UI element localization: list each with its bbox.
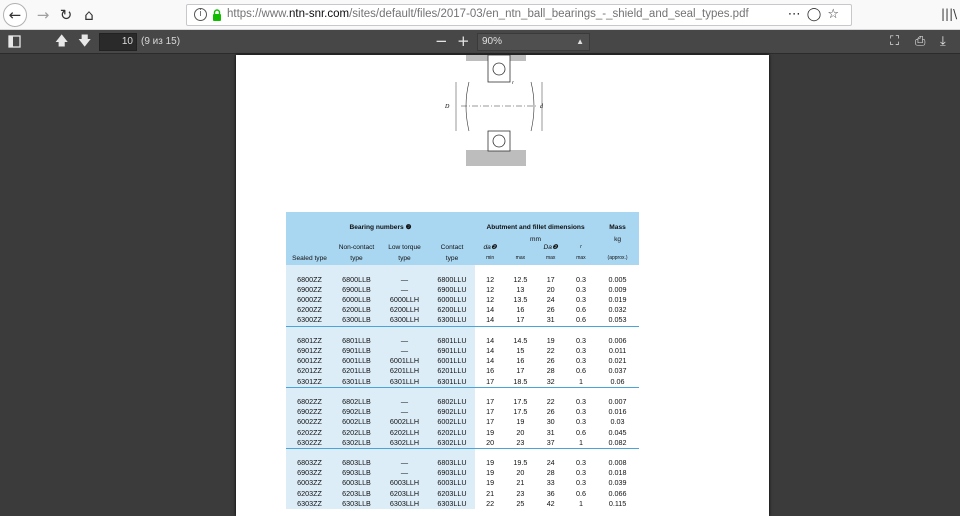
non-contact-type-cell: 6903LLB — [333, 468, 380, 478]
mass-cell: 0.03 — [610, 417, 625, 427]
Da-max-cell: 17 — [546, 275, 555, 285]
table-row — [286, 458, 639, 468]
da-max-cell: 20 — [516, 468, 525, 478]
table-row — [286, 499, 639, 509]
non-contact-type-cell: 6000LLB — [333, 295, 380, 305]
contact-type-label: type — [429, 251, 475, 265]
table-row — [286, 377, 639, 388]
non-contact-type-label: type — [333, 251, 380, 265]
contact-type-cell: 6802LLU — [429, 397, 475, 407]
footnote-icon: ❷ — [490, 244, 497, 251]
contact-type-cell: 6001LLU — [429, 356, 475, 366]
low-torque-type-cell: 6200LLH — [380, 305, 429, 315]
da-max-cell: 13.5 — [513, 295, 528, 305]
Da-max-cell: 31 — [546, 427, 555, 437]
table-row — [286, 478, 639, 488]
da-max-cell: 15 — [516, 346, 525, 356]
da-max-cell: 17 — [516, 315, 525, 325]
mass-cell: 0.021 — [608, 356, 627, 366]
da-max-cell: 19 — [516, 417, 525, 427]
sealed-type-cell: 6900ZZ — [286, 285, 333, 295]
non-contact-type-cell: 6003LLB — [333, 478, 380, 488]
contact-type-cell: 6200LLU — [429, 305, 475, 315]
table-row — [286, 346, 639, 356]
ras-max-cell: 1 — [578, 437, 583, 447]
Da-max-cell: 26 — [546, 356, 555, 366]
da-min-cell: 19 — [486, 478, 495, 488]
da-max-cell: 20 — [516, 427, 525, 437]
ras-max-cell: 1 — [578, 376, 583, 386]
table-row — [286, 397, 639, 407]
browser-navbar — [0, 0, 960, 30]
da-min-cell: 21 — [486, 488, 495, 498]
ras-header: r — [566, 243, 596, 251]
next-page-icon[interactable]: 🡇 — [78, 34, 92, 49]
non-contact-type-cell: 6803LLB — [333, 458, 380, 468]
forward-arrow-icon[interactable]: → — [36, 6, 50, 24]
Da-max-cell: 19 — [546, 336, 555, 346]
sealed-type-cell: 6801ZZ — [286, 336, 333, 346]
abutment-header: Abutment and fillet dimensions — [475, 212, 596, 231]
ras-max-cell: 0.3 — [575, 478, 586, 488]
group-separator — [286, 265, 639, 275]
url-bar[interactable] — [186, 4, 852, 26]
table-row — [286, 407, 639, 417]
low-torque-type-cell: — — [380, 397, 429, 407]
contact-type-cell: 6300LLU — [429, 315, 475, 326]
approx-label: (approx.) — [596, 251, 639, 265]
da-min-label: min — [475, 251, 505, 265]
more-actions-icon[interactable]: ⋯ — [787, 7, 807, 22]
pdf-page — [236, 55, 769, 516]
da-min-cell: 12 — [486, 295, 495, 305]
non-contact-type-cell: 6801LLB — [333, 336, 380, 346]
ra-label: r — [512, 81, 514, 86]
Da-max-cell: 28 — [546, 468, 555, 478]
Da-max-cell: 32 — [546, 376, 555, 386]
zoom-out-icon[interactable]: − — [435, 32, 448, 50]
table-row — [286, 356, 639, 366]
ras-max-cell: 0.3 — [575, 468, 586, 478]
da-min-cell: 20 — [486, 437, 495, 447]
contact-type-cell: 6201LLU — [429, 366, 475, 376]
Da-max-cell: 33 — [546, 478, 555, 488]
page-actions — [788, 7, 845, 22]
sealed-type-cell: 6300ZZ — [286, 315, 333, 326]
mass-cell: 0.066 — [608, 488, 627, 498]
home-icon[interactable]: ⌂ — [84, 6, 94, 24]
ras-max-label: max — [566, 251, 596, 265]
bearing-numbers-header: Bearing numbers ❷ — [286, 212, 475, 231]
Da-max-cell: 31 — [546, 315, 555, 325]
non-contact-type-cell: 6900LLB — [333, 285, 380, 295]
sealed-type-cell: 6902ZZ — [286, 407, 333, 417]
ras-max-cell: 0.3 — [575, 336, 586, 346]
contact-type-cell: 6202LLU — [429, 428, 475, 438]
da-min-cell: 14 — [486, 305, 495, 315]
da-min-cell: 17 — [486, 407, 495, 417]
contact-type-cell: 6003LLU — [429, 478, 475, 488]
mass-cell: 0.039 — [608, 478, 627, 488]
da-max-cell: 12.5 — [513, 275, 528, 285]
da-min-cell: 12 — [486, 285, 495, 295]
Da-max-cell: 30 — [546, 417, 555, 427]
non-contact-type-cell: 6302LLB — [333, 438, 380, 449]
sealed-type-cell: 6203ZZ — [286, 489, 333, 499]
contact-type-cell: 6301LLU — [429, 377, 475, 388]
mass-cell: 0.037 — [608, 366, 627, 376]
kg-unit-label: kg — [596, 231, 639, 243]
ras-max-cell: 0.3 — [575, 397, 586, 407]
ras-max-cell: 0.3 — [575, 285, 586, 295]
Da-max-cell: 42 — [546, 498, 555, 508]
ras-max-cell: 0.3 — [575, 458, 586, 468]
table-row — [286, 275, 639, 285]
mm-unit-label: mm — [475, 231, 596, 243]
table-row — [286, 295, 639, 305]
mass-cell: 0.006 — [608, 336, 627, 346]
table-row — [286, 489, 639, 499]
non-contact-type-cell: 6202LLB — [333, 428, 380, 438]
table-row — [286, 417, 639, 427]
non-contact-type-cell: 6300LLB — [333, 315, 380, 326]
sealed-type-cell: 6000ZZ — [286, 295, 333, 305]
da-max-cell: 13 — [516, 285, 525, 295]
ras-max-cell: 0.6 — [575, 366, 586, 376]
chevron-down-icon: ▲︎ — [576, 37, 584, 46]
da-min-cell: 14 — [486, 346, 495, 356]
mass-header: Mass — [596, 212, 639, 231]
sidebar-toggle-icon[interactable] — [8, 35, 21, 48]
table-row — [286, 428, 639, 438]
low-torque-type-cell: — — [380, 336, 429, 346]
table-row — [286, 285, 639, 295]
table-row — [286, 315, 639, 326]
low-torque-type-cell: — — [380, 285, 429, 295]
ras-max-cell: 0.3 — [575, 275, 586, 285]
mass-cell: 0.06 — [610, 376, 625, 386]
table-body — [286, 265, 639, 509]
url-text[interactable]: https://www.ntn-snr.com/sites/default/files/2017-03/en_ntn_ball_bearings_-_shield_and_seal_types.pdf — [227, 8, 749, 20]
da-max-cell: 16 — [516, 356, 525, 366]
bookmark-star-icon[interactable]: ☆ — [827, 7, 845, 22]
Da-max-cell: 26 — [546, 407, 555, 417]
mass-cell: 0.008 — [608, 458, 627, 468]
non-contact-type-cell: 6001LLB — [333, 356, 380, 366]
Da-max-cell: 28 — [546, 366, 555, 376]
non-contact-type-cell: 6201LLB — [333, 366, 380, 376]
reload-icon[interactable]: ↻ — [59, 6, 73, 24]
contact-type-cell: 6900LLU — [429, 285, 475, 295]
low-torque-type-cell: 6300LLH — [380, 315, 429, 326]
sealed-type-cell: 6201ZZ — [286, 366, 333, 376]
sealed-type-cell: 6903ZZ — [286, 468, 333, 478]
da-max-cell: 23 — [516, 437, 525, 447]
da-max-cell: 17 — [516, 366, 525, 376]
da-max-label: max — [505, 251, 535, 265]
non-contact-type-cell: 6203LLB — [333, 489, 380, 499]
contact-type-cell: 6803LLU — [429, 458, 475, 468]
da-min-cell: 14 — [486, 356, 495, 366]
library-icon[interactable]: |||\ — [941, 7, 958, 21]
Da-max-cell: 20 — [546, 285, 555, 295]
ras-max-cell: 0.3 — [575, 417, 586, 427]
mass-cell: 0.009 — [608, 285, 627, 295]
zoom-select[interactable]: 90% ▲︎ — [477, 33, 590, 51]
sealed-type-cell: 6001ZZ — [286, 356, 333, 366]
ras-max-cell: 0.3 — [575, 407, 586, 417]
sealed-type-cell: 6802ZZ — [286, 397, 333, 407]
mass-cell: 0.011 — [608, 346, 627, 356]
low-torque-type-cell: — — [380, 346, 429, 356]
da-min-cell: 17 — [486, 376, 495, 386]
da-min-cell: 12 — [486, 275, 495, 285]
da-min-cell: 17 — [486, 397, 495, 407]
Da-max-cell: 22 — [546, 397, 555, 407]
da-min-cell: 19 — [486, 427, 495, 437]
contact-type-cell: 6901LLU — [429, 346, 475, 356]
mass-cell: 0.007 — [608, 397, 627, 407]
da-max-cell: 14.5 — [513, 336, 528, 346]
Da-max-cell: 26 — [546, 305, 555, 315]
Da-max-cell: 24 — [546, 458, 555, 468]
table-row — [286, 438, 639, 449]
non-contact-type-cell: 6800LLB — [333, 275, 380, 285]
ras-max-cell: 0.6 — [575, 315, 586, 325]
da-header: da❷ — [475, 243, 505, 251]
Da-max-cell: 24 — [546, 295, 555, 305]
contact-type-cell: 6203LLU — [429, 489, 475, 499]
da-min-cell: 19 — [486, 458, 495, 468]
da-min-cell: 17 — [486, 417, 495, 427]
mass-cell: 0.082 — [608, 437, 627, 447]
sealed-type-cell: 6303ZZ — [286, 499, 333, 509]
footnote-icon: ❷ — [551, 244, 558, 251]
sealed-type-header: Sealed type — [286, 251, 333, 265]
contact-type-cell: 6303LLU — [429, 499, 475, 509]
da-max-cell: 17.5 — [513, 407, 528, 417]
sealed-type-cell: 6901ZZ — [286, 346, 333, 356]
da-max-cell: 21 — [516, 478, 525, 488]
low-torque-type-cell: 6003LLH — [380, 478, 429, 488]
low-torque-type-cell: 6000LLH — [380, 295, 429, 305]
bearing-table — [286, 212, 639, 509]
ras-max-cell: 0.3 — [575, 356, 586, 366]
low-torque-type-cell: 6203LLH — [380, 489, 429, 499]
mass-cell: 0.045 — [608, 427, 627, 437]
table-row — [286, 366, 639, 376]
da-max-cell: 25 — [516, 498, 525, 508]
table-row — [286, 305, 639, 315]
contact-type-cell: 6000LLU — [429, 295, 475, 305]
page-count-label: (9 из 15) — [141, 36, 181, 47]
sealed-type-cell: 6301ZZ — [286, 377, 333, 388]
info-icon[interactable]: i — [194, 8, 207, 21]
non-contact-type-cell: 6802LLB — [333, 397, 380, 407]
sealed-type-cell: 6200ZZ — [286, 305, 333, 315]
low-torque-type-cell: — — [380, 468, 429, 478]
mass-cell: 0.016 — [608, 407, 627, 417]
mass-cell: 0.115 — [608, 498, 627, 508]
footnote-icon: ❷ — [405, 224, 412, 231]
contact-type-cell: 6801LLU — [429, 336, 475, 346]
low-torque-type-cell: 6002LLH — [380, 417, 429, 427]
Da-max-cell: 37 — [546, 437, 555, 447]
low-torque-type-cell: 6302LLH — [380, 438, 429, 449]
non-contact-type-cell: 6901LLB — [333, 346, 380, 356]
print-icon[interactable]: ⎙ — [915, 34, 926, 49]
da-min-cell: 14 — [486, 336, 495, 346]
sealed-type-cell: 6003ZZ — [286, 478, 333, 488]
contact-type-cell: 6302LLU — [429, 438, 475, 449]
low-torque-type-cell: 6202LLH — [380, 428, 429, 438]
mass-cell: 0.018 — [608, 468, 627, 478]
page-number-input[interactable]: 10 — [99, 33, 137, 51]
da-dimension-label: d — [540, 104, 543, 110]
bearing-diagram — [441, 55, 551, 173]
low-torque-type-cell: — — [380, 458, 429, 468]
mass-cell: 0.053 — [608, 315, 627, 325]
ras-max-cell: 0.3 — [575, 346, 586, 356]
non-contact-header: Non-contact — [333, 243, 380, 251]
non-contact-type-cell: 6303LLB — [333, 499, 380, 509]
zoom-in-icon[interactable]: + — [457, 32, 470, 50]
da-max-cell: 18.5 — [513, 376, 528, 386]
ras-max-cell: 0.6 — [575, 427, 586, 437]
mass-cell: 0.032 — [608, 305, 627, 315]
previous-page-icon[interactable]: 🡅 — [55, 34, 69, 49]
Da-dimension-label: D — [445, 104, 450, 110]
low-torque-type-cell: 6001LLH — [380, 356, 429, 366]
table-row — [286, 336, 639, 346]
sealed-type-cell: 6800ZZ — [286, 275, 333, 285]
da-max-cell: 23 — [516, 488, 525, 498]
Da-max-cell: 36 — [546, 488, 555, 498]
mass-cell: 0.005 — [608, 275, 627, 285]
low-torque-header: Low torque — [380, 243, 429, 251]
da-min-cell: 14 — [486, 315, 495, 325]
low-torque-type-cell: — — [380, 275, 429, 285]
download-icon[interactable]: ⤓ — [940, 34, 946, 49]
low-torque-type-cell: — — [380, 407, 429, 417]
low-torque-type-cell: 6303LLH — [380, 499, 429, 509]
da-max-cell: 17.5 — [513, 397, 528, 407]
sealed-type-cell: 6302ZZ — [286, 438, 333, 449]
pocket-icon[interactable]: ◯ — [806, 7, 828, 22]
non-contact-type-cell: 6301LLB — [333, 377, 380, 388]
contact-type-cell: 6800LLU — [429, 275, 475, 285]
mass-cell: 0.019 — [608, 295, 627, 305]
group-separator — [286, 387, 639, 397]
Da-header: Da❷ — [536, 243, 566, 251]
sealed-type-cell: 6803ZZ — [286, 458, 333, 468]
low-torque-type-label: type — [380, 251, 429, 265]
da-max-cell: 16 — [516, 305, 525, 315]
Da-max-cell: 22 — [546, 346, 555, 356]
ras-max-cell: 0.6 — [575, 488, 586, 498]
contact-type-cell: 6002LLU — [429, 417, 475, 427]
group-separator — [286, 448, 639, 458]
presentation-mode-icon[interactable]: ⛶ — [890, 34, 900, 49]
non-contact-type-cell: 6200LLB — [333, 305, 380, 315]
back-arrow-icon[interactable]: ← — [3, 3, 27, 27]
ras-max-cell: 0.3 — [575, 295, 586, 305]
non-contact-type-cell: 6002LLB — [333, 417, 380, 427]
sealed-type-cell: 6202ZZ — [286, 428, 333, 438]
low-torque-type-cell: 6201LLH — [380, 366, 429, 376]
non-contact-type-cell: 6902LLB — [333, 407, 380, 417]
da-min-cell: 22 — [486, 498, 495, 508]
da-max-cell: 19.5 — [513, 458, 528, 468]
group-separator — [286, 326, 639, 336]
da-min-cell: 16 — [486, 366, 495, 376]
contact-type-cell: 6902LLU — [429, 407, 475, 417]
lock-icon — [212, 9, 222, 21]
contact-header: Contact — [429, 243, 475, 251]
table-row — [286, 468, 639, 478]
pdf-toolbar — [0, 30, 960, 54]
sealed-type-cell: 6002ZZ — [286, 417, 333, 427]
ras-max-cell: 0.6 — [575, 305, 586, 315]
low-torque-type-cell: 6301LLH — [380, 377, 429, 388]
Da-max-label: max — [536, 251, 566, 265]
da-min-cell: 19 — [486, 468, 495, 478]
ras-max-cell: 1 — [578, 498, 583, 508]
contact-type-cell: 6903LLU — [429, 468, 475, 478]
